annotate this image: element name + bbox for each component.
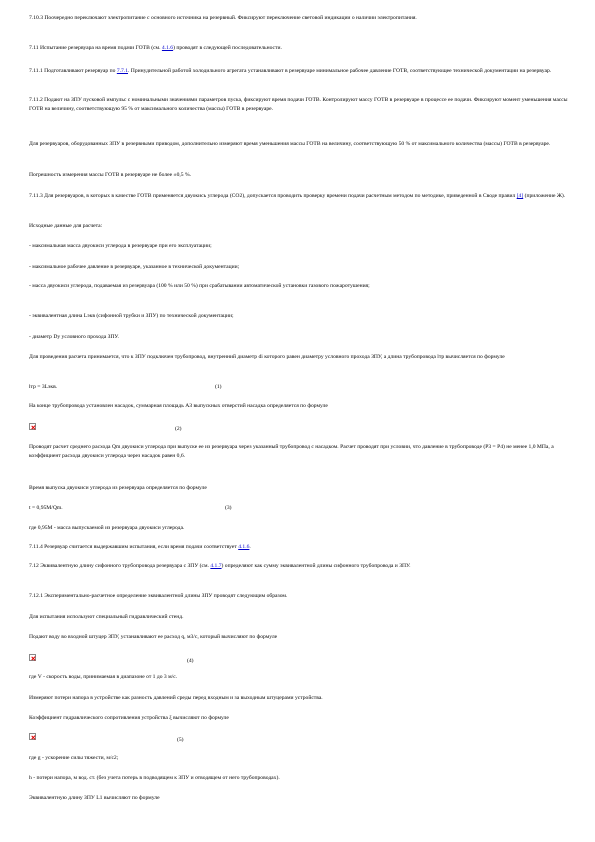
- paragraph-text: На конце трубопровода установлен насадок, суммарная площадь AЗ выпускных отверстий насадка определяется по формуле: [29, 403, 328, 409]
- paragraph-7-12-1: [29, 592, 569, 601]
- paragraph-release-time: [29, 484, 569, 493]
- paragraph-where-velocity: [29, 673, 569, 682]
- paragraph-where-gravity: [29, 754, 569, 763]
- paragraph-text: Время выпуска двуокиси углерода из резервуара определяется по формуле: [29, 485, 207, 491]
- paragraph-text: (приложение Ж).: [523, 193, 566, 199]
- paragraph-reserve-drive: [29, 140, 569, 149]
- paragraph-text: - максимальное рабочее давление в резервуаре, указанное в технической документации;: [29, 264, 240, 270]
- paragraph-accuracy: [29, 171, 569, 180]
- paragraph-7-11-2: [29, 96, 569, 114]
- paragraph-text: 7.10.3 Поочередно переключают электропитание с основного источника на резервный. Фиксируют переключение световой индикации о наличии электропитания.: [29, 15, 417, 21]
- paragraph-text: 7.11.2 Подают на ЗПУ пусковой импульс с номинальными значениями параметров пуска, фиксируют время подачи ГОТВ. Контролируют массу ГОТВ в резервуаре в процессе ее подачи. Фиксируют момент уменьшения массы ГОТВ на величину, соответствующую 95 % от максимального количества (массы) ГОТВ в резервуаре.: [29, 97, 568, 112]
- equation-text: lтр = 3Lэкв.: [29, 384, 58, 390]
- equation-number: (4): [187, 658, 194, 664]
- paragraph-head-loss-definition: [29, 774, 569, 783]
- equation-number: (5): [177, 737, 184, 743]
- paragraph-water-flow: [29, 633, 569, 642]
- paragraph-text: 7.12.1 Экспериментально-расчетное определение эквивалентной длины ЗПУ проводят следующим образом.: [29, 593, 288, 599]
- reference-link[interactable]: 4.1.7: [210, 563, 222, 569]
- paragraph-text: h - потери напора, м вод. ст. (без учета потерь в подводящем к ЗПУ и отводящем от него трубопроводах).: [29, 775, 280, 781]
- paragraph-text: где V - скорость воды, принимаемая в диапазоне от 1 до 3 м/с.: [29, 674, 178, 680]
- equation-1: [29, 383, 569, 395]
- equation-number: (1): [215, 384, 222, 390]
- list-item: [29, 333, 569, 342]
- list-item: [29, 263, 569, 272]
- paragraph-text: .: [249, 544, 251, 550]
- paragraph-text: где 0,95M - масса выпускаемой из резервуара двуокиси углерода.: [29, 525, 185, 531]
- equation-number: (2): [175, 426, 182, 432]
- equation-5: [29, 733, 569, 745]
- paragraph-text: 7.11.3 Для резервуаров, в которых в качестве ГОТВ применяется двуокись углерода (СО2), допускается проводить проверку времени подачи расчетным методом по методике, приведенной в Своде правил: [29, 193, 517, 199]
- paragraph-7-11: [29, 44, 569, 53]
- paragraph-head-loss: [29, 694, 569, 703]
- paragraph-input-data: [29, 222, 569, 231]
- paragraph-pipeline-assumption: [29, 353, 569, 362]
- list-item: [29, 312, 569, 321]
- paragraph-7-11-1: [29, 67, 569, 76]
- paragraph-text: 7.11.1 Подготавливают резервуар по: [29, 68, 117, 74]
- paragraph-text: 7.11.4 Резервуар считается выдержавшим испытания, если время подачи соответствует: [29, 544, 239, 550]
- paragraph-7-11-4: [29, 543, 569, 552]
- paragraph-text: . Принудительной работой холодильного агрегата устанавливают в резервуаре минимальное рабочее давление ГОТВ, соответствующее технической документации на резервуар.: [128, 68, 552, 74]
- reference-link[interactable]: [4]: [516, 193, 524, 199]
- paragraph-text: - диаметр Dу условного прохода ЗПУ.: [29, 334, 119, 340]
- paragraph-flow-calculation: [29, 443, 569, 461]
- paragraph-text: 7.12 Эквивалентную длину сифонного трубопровода резервуара с ЗПУ (см.: [29, 563, 211, 569]
- list-item: [29, 282, 569, 291]
- paragraph-text: Проводят расчет среднего расхода Qm двуокиси углерода при выпуске ее из резервуара через указанный трубопровод с насадком. Расчет проводят при условии, что давление в трубопроводе (P3 = P4) не менее 1,0 МПа, а коэффициент расхода двуокиси углерода через насадок равен 0,6.: [29, 444, 554, 459]
- paragraph-text: - максимальная масса двуокиси углерода в резервуаре при его эксплуатации;: [29, 243, 212, 249]
- paragraph-text: Для резервуаров, оборудованных ЗПУ в резервными приводом, дополнительно измеряют время уменьшения массы ГОТВ на величину, соответствующую 50 % от максимального количества (массы) ГОТВ в резервуаре.: [29, 141, 551, 147]
- reference-link[interactable]: 4.1.6: [238, 544, 250, 550]
- paragraph-where-mass: [29, 524, 569, 533]
- paragraph-text: ) проводят в следующей последовательности.: [173, 45, 282, 51]
- paragraph-equivalent-length: [29, 794, 569, 803]
- equation-number: (3): [225, 505, 232, 511]
- paragraph-text: - масса двуокиси углерода, подаваемая из резервуара (100 % или 50 %) при срабатывании автоматической установки газового пожаротушения;: [29, 283, 370, 289]
- paragraph-7-10-3: [29, 14, 569, 23]
- paragraph-text: где g - ускорение силы тяжести, м/с2;: [29, 755, 119, 761]
- paragraph-text: Измеряют потери напора в устройстве как разность давлений среды перед входным и за выходным штуцерами устройства.: [29, 695, 323, 701]
- paragraph-7-12: [29, 562, 569, 571]
- paragraph-text: Погрешность измерения массы ГОТВ в резервуаре не более ±0,5 %.: [29, 172, 192, 178]
- paragraph-nozzle: [29, 402, 569, 411]
- paragraph-text: 7.11 Испытание резервуара на время подачи ГОТВ (см.: [29, 45, 162, 51]
- equation-2: [29, 423, 569, 435]
- paragraph-test-stand: [29, 613, 569, 622]
- equation-text: t = 0,95M/Qm.: [29, 505, 63, 511]
- broken-image-icon: [29, 733, 36, 740]
- paragraph-text: Коэффициент гидравлического сопротивления устройства ξ вычисляют по формуле: [29, 715, 229, 721]
- paragraph-text: Эквивалентную длину ЗПУ L1 вычисляют по формуле: [29, 795, 160, 801]
- equation-3: [29, 504, 569, 516]
- paragraph-7-11-3: [29, 192, 569, 201]
- broken-image-icon: [29, 423, 36, 430]
- list-item: [29, 242, 569, 251]
- paragraph-text: Для проведения расчета принимается, что к ЗПУ подключен трубопровод, внутренний диаметр di которого равен диаметру условного прохода ЗПУ, а длина трубопровода lтр вычисляется по формуле: [29, 354, 505, 360]
- paragraph-text: Подают воду во входной штуцер ЗПУ, устанавливают ее расход q, м3/с, который вычисляют по формуле: [29, 634, 278, 640]
- paragraph-text: - эквивалентная длина Lэкв (сифонной трубки и ЗПУ) по технической документации;: [29, 313, 234, 319]
- paragraph-text: Для испытания используют специальный гидравлический стенд.: [29, 614, 184, 620]
- broken-image-icon: [29, 654, 36, 661]
- paragraph-text: ) определяют как сумму эквивалентной длины сифонного трубопровода и ЗПУ.: [221, 563, 411, 569]
- paragraph-text: Исходные данные для расчета:: [29, 223, 103, 229]
- reference-link[interactable]: 4.1.6: [161, 45, 174, 51]
- reference-link[interactable]: 7.7.1: [116, 68, 128, 74]
- equation-4: [29, 654, 569, 666]
- paragraph-resistance-coefficient: [29, 714, 569, 723]
